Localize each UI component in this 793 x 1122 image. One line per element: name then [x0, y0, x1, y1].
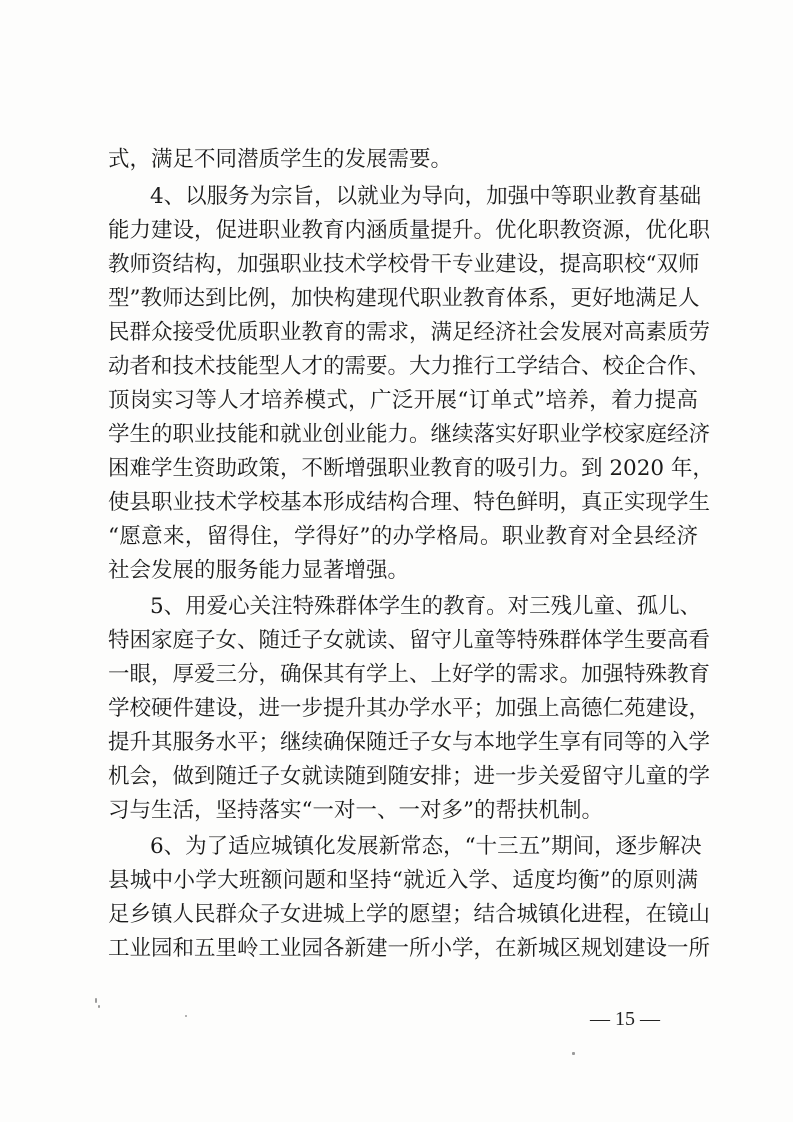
text-line: 足乡镇人民群众子女进城上学的愿望；结合城镇化进程，在镜山 [108, 902, 711, 927]
text-line: 习与生活，坚持落实“一对一、一对多”的帮扶机制。 [108, 798, 603, 823]
text-line: 机会，做到随迁子女就读随到随安排；进一步关爱留守儿童的学 [108, 764, 711, 789]
text-line: “愿意来，留得住，学得好”的办学格局。职业教育对全县经济 [108, 524, 698, 549]
page-number: — 15 — [590, 1008, 660, 1030]
text-line: 4、以服务为宗旨，以就业为导向，加强中等职业教育基础 [150, 184, 702, 209]
text-line: 6、为了适应城镇化发展新常态，“十三五”期间，逐步解决 [150, 834, 702, 859]
text-line: 动者和技术技能型人才的需要。大力推行工学结合、校企合作、 [108, 354, 711, 379]
scan-speck [572, 1052, 575, 1055]
text-line: 一眼，厚爱三分，确保其有学上、上好学的需求。加强特殊教育 [108, 662, 711, 687]
scan-speck [95, 998, 97, 1003]
text-line: 顶岗实习等人才培养模式，广泛开展“订单式”培养，着力提高 [108, 388, 698, 413]
text-line: 工业园和五里岭工业园各新建一所小学，在新城区规划建设一所 [108, 936, 711, 961]
text-line: 教师资结构，加强职业技术学校骨干专业建设，提高职校“双师 [108, 252, 700, 277]
text-line: 民群众接受优质职业教育的需求，满足经济社会发展对高素质劳 [108, 320, 711, 345]
text-line: 提升其服务水平；继续确保随迁子女与本地学生享有同等的入学 [108, 730, 711, 755]
text-line: 使县职业技术学校基本形成结构合理、特色鲜明，真正实现学生 [108, 490, 711, 515]
text-line: 学校硬件建设，进一步提升其办学水平；加强上高德仁苑建设， [108, 696, 711, 721]
text-line: 社会发展的服务能力显著增强。 [108, 558, 410, 583]
text-line: 学生的职业技能和就业创业能力。继续落实好职业学校家庭经济 [108, 422, 711, 447]
text-line: 型”教师达到比例，加快构建现代职业教育体系，更好地满足人 [108, 286, 700, 311]
text-line: 5、用爱心关注特殊群体学生的教育。对三残儿童、孤儿、 [150, 594, 702, 619]
text-line: 能力建设，促进职业教育内涵质量提升。优化职教资源，优化职 [108, 218, 711, 243]
text-line: 特困家庭子女、随迁子女就读、留守儿童等特殊群体学生要高看 [108, 628, 711, 653]
text-line: 式，满足不同潜质学生的发展需要。 [108, 147, 453, 172]
scan-speck [185, 1015, 187, 1017]
text-line: 困难学生资助政策，不断增强职业教育的吸引力。到 2020 年， [108, 456, 714, 481]
text-line: 县城中小学大班额问题和坚持“就近入学、适度均衡”的原则满 [108, 868, 698, 893]
scan-speck [98, 1005, 100, 1008]
